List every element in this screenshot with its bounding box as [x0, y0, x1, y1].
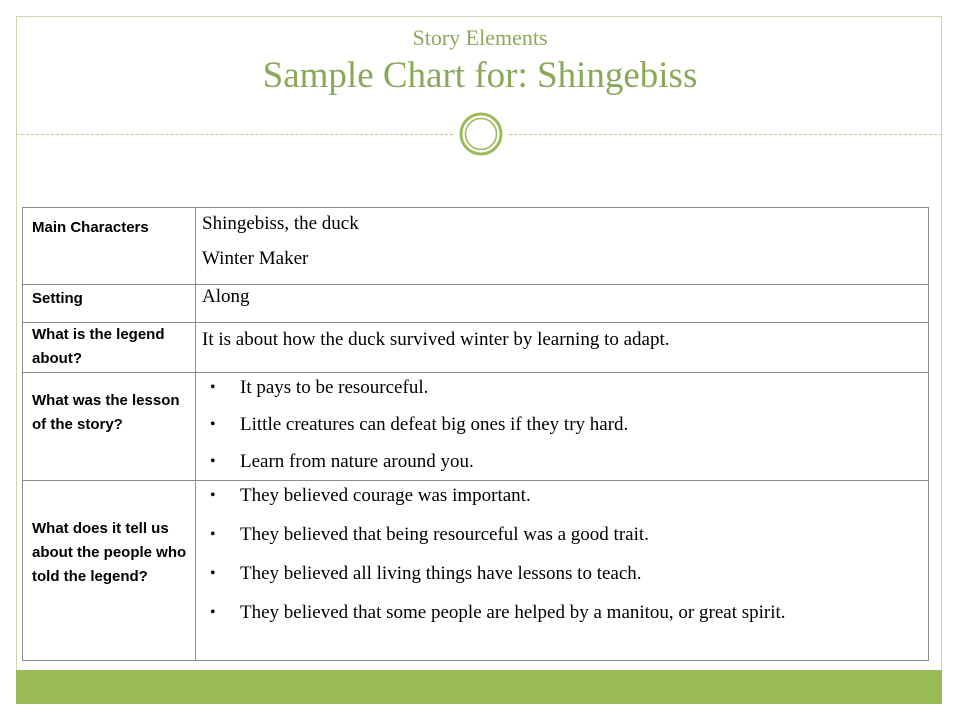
- value-line: It is about how the duck survived winter by learning to adapt.: [202, 329, 670, 350]
- row-value-legend-about: [196, 323, 929, 373]
- list-item: • Little creatures can defeat big ones if they try hard.: [226, 410, 922, 440]
- ring-ornament-icon: [458, 111, 504, 157]
- header-divider-left: [16, 134, 453, 135]
- list-item: • They believed that being resourceful was a good trait.: [226, 520, 922, 550]
- header-divider-right: [509, 134, 942, 135]
- value-line: Shingebiss, the duck: [202, 213, 359, 234]
- table-row: [23, 373, 929, 481]
- row-label-people: What does it tell us about the people who told the legend?: [23, 481, 196, 661]
- list-item: • It pays to be resourceful.: [226, 373, 922, 403]
- story-elements-table: [22, 207, 929, 661]
- table-row: [23, 323, 929, 373]
- row-value-setting: [196, 285, 929, 323]
- table-row: [23, 208, 929, 285]
- list-item: • They believed courage was important.: [226, 481, 922, 511]
- list-item: • Learn from nature around you.: [226, 447, 922, 477]
- row-value-people: [196, 481, 929, 661]
- value-line: Along: [202, 286, 250, 307]
- row-label-legend-about: What is the legend about?: [23, 323, 196, 373]
- slide-title: Sample Chart for: Shingebiss: [262, 55, 698, 96]
- people-bullet-list: [202, 481, 922, 628]
- slide-subtitle: Story Elements: [412, 25, 548, 50]
- row-label-main-characters: Main Characters: [23, 208, 196, 285]
- table-row: [23, 285, 929, 323]
- row-value-lesson: [196, 373, 929, 481]
- lesson-bullet-list: [202, 373, 922, 477]
- value-line: Winter Maker: [202, 248, 309, 269]
- row-value-main-characters: [196, 208, 929, 285]
- footer-bar: [16, 670, 942, 704]
- table-row: [23, 481, 929, 661]
- row-label-lesson: What was the lesson of the story?: [23, 373, 196, 481]
- list-item: • They believed that some people are helped by a manitou, or great spirit.: [226, 598, 922, 628]
- row-label-setting: Setting: [23, 285, 196, 323]
- list-item: • They believed all living things have lessons to teach.: [226, 559, 922, 589]
